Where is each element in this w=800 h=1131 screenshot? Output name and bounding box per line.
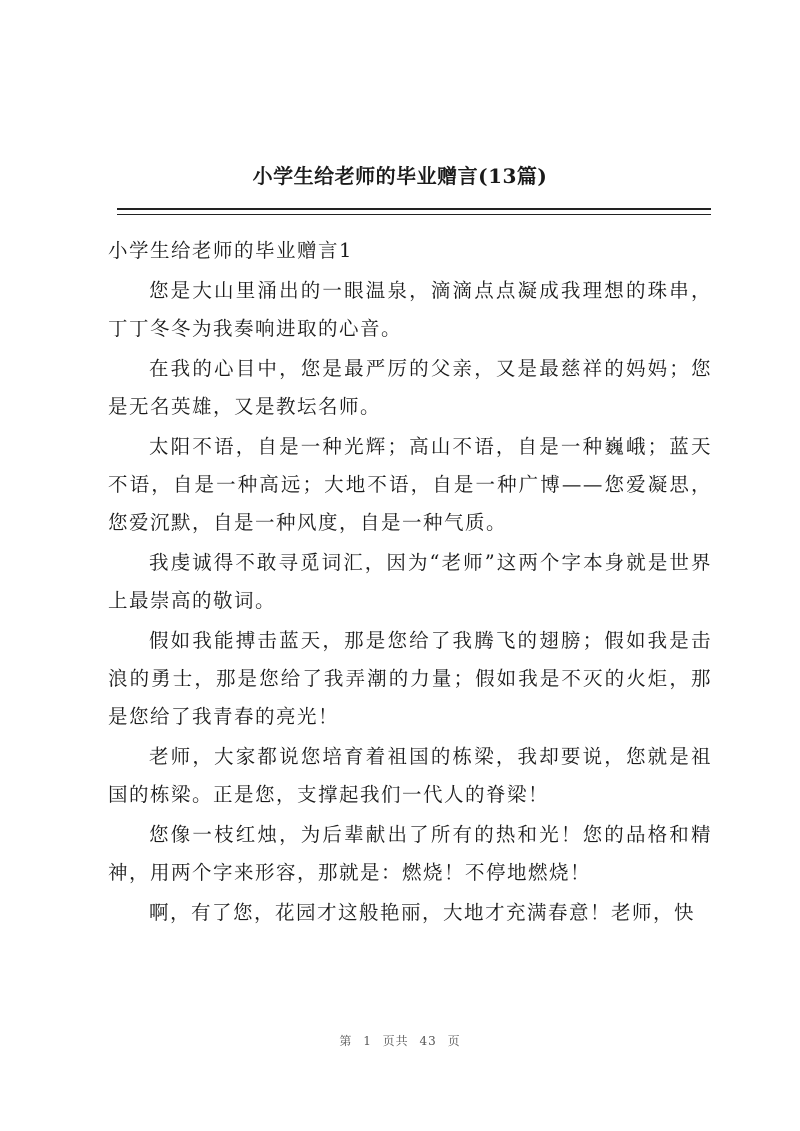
paragraph: 我虔诚得不敢寻觅词汇，因为“老师”这两个字本身就是世界上最崇高的敬词。 bbox=[108, 551, 712, 612]
paragraph: 假如我能搏击蓝天，那是您给了我腾飞的翅膀；假如我是击浪的勇士，那是您给了我弄潮的力量；假如我是不灭的火炬，那是您给了我青春的亮光！ bbox=[108, 629, 712, 728]
document-title: 小学生给老师的毕业赠言(13篇) bbox=[252, 164, 548, 188]
paragraph: 您像一枝红烛，为后辈献出了所有的热和光！您的品格和精神，用两个字来形容，那就是：燃烧！不停地燃烧！ bbox=[108, 823, 712, 884]
page-footer: 第 1 页共 43 页 bbox=[339, 1034, 461, 1048]
title-rule-thick bbox=[117, 208, 711, 210]
paragraph: 太阳不语，自是一种光辉；高山不语，自是一种巍峨；蓝天不语，自是一种高远；大地不语，自是一种广博——您爱凝思，您爱沉默，自是一种风度，自是一种气质。 bbox=[108, 435, 712, 534]
paragraph: 啊，有了您，花园才这般艳丽，大地才充满春意！老师，快 bbox=[149, 901, 696, 924]
paragraph: 在我的心目中，您是最严厉的父亲，又是最慈祥的妈妈；您是无名英雄，又是教坛名师。 bbox=[108, 357, 712, 418]
section-heading: 小学生给老师的毕业赠言1 bbox=[108, 239, 353, 262]
paragraph: 老师，大家都说您培育着祖国的栋梁，我却要说，您就是祖国的栋梁。正是您，支撑起我们一代人的脊梁！ bbox=[108, 745, 712, 806]
document-body bbox=[108, 232, 712, 934]
paragraph: 您是大山里涌出的一眼温泉，滴滴点点凝成我理想的珠串，丁丁冬冬为我奏响进取的心音。 bbox=[108, 279, 712, 340]
title-rule-thin bbox=[117, 214, 711, 215]
